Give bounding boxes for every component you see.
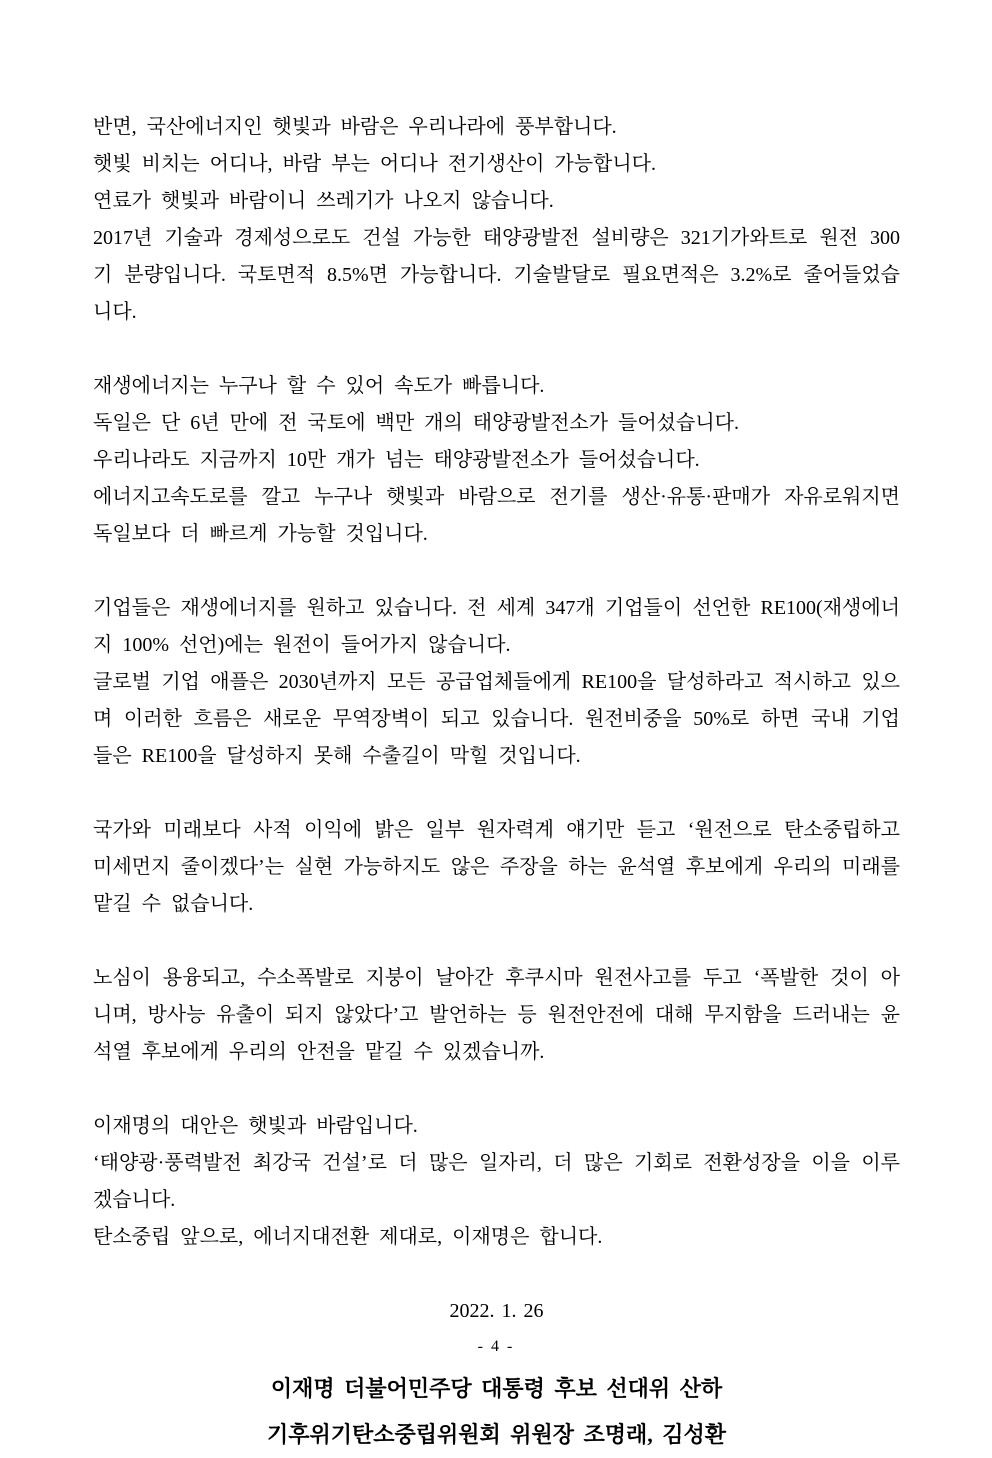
paragraph: 국가와 미래보다 사적 이익에 밝은 일부 원자력계 얘기만 듣고 ‘원전으로 탄소중립하고 미세먼지 줄이겠다’는 실현 가능하지도 않은 주장을 하는 윤석열 후보에게 우리의 미래를 맡길 수 없습니다. bbox=[93, 819, 900, 915]
paragraph: 2017년 기술과 경제성으로도 건설 가능한 태양광발전 설비량은 321기가와트로 원전 300기 분량입니다. 국토면적 8.5%면 가능합니다. 기술발달로 필요면적은 3.2%로 줄어들었습니다. bbox=[93, 227, 900, 323]
signature-line-committee-affiliation: 이재명 더불어민주당 대통령 후보 선대위 산하 bbox=[270, 1376, 723, 1401]
signature-block bbox=[93, 1366, 900, 1458]
signature-line-chairpersons: 기후위기탄소중립위원회 위원장 조명래, 김성환 bbox=[266, 1422, 727, 1447]
paragraph: 탄소중립 앞으로, 에너지대전환 제대로, 이재명은 합니다. bbox=[93, 1226, 603, 1248]
paragraph-group-renewable-abundance bbox=[93, 109, 900, 331]
paragraph-group-safety-criticism bbox=[93, 960, 900, 1071]
paragraph: 햇빛 비치는 어디나, 바람 부는 어디나 전기생산이 가능합니다. bbox=[93, 153, 656, 175]
paragraph: ‘태양광·풍력발전 최강국 건설’로 더 많은 일자리, 더 많은 기회로 전환성장을 이을 이루겠습니다. bbox=[93, 1152, 900, 1211]
paragraph: 우리나라도 지금까지 10만 개가 넘는 태양광발전소가 들어섰습니다. bbox=[93, 449, 700, 471]
paragraph-group-re100 bbox=[93, 590, 900, 775]
paragraph-group-alternative bbox=[93, 1108, 900, 1256]
paragraph: 재생에너지는 누구나 할 수 있어 속도가 빠릅니다. bbox=[93, 375, 545, 397]
paragraph-group-renewable-speed bbox=[93, 368, 900, 553]
paragraph: 이재명의 대안은 햇빛과 바람입니다. bbox=[93, 1115, 418, 1137]
paragraph: 에너지고속도로를 깔고 누구나 햇빛과 바람으로 전기를 생산·유통·판매가 자유로워지면 독일보다 더 빠르게 가능할 것입니다. bbox=[93, 486, 900, 545]
document-body bbox=[93, 109, 900, 1458]
page-number: - 4 - bbox=[477, 1338, 515, 1355]
paragraph-group-future-criticism bbox=[93, 812, 900, 923]
paragraph: 독일은 단 6년 만에 전 국토에 백만 개의 태양광발전소가 들어섰습니다. bbox=[93, 412, 739, 434]
date-line: 2022. 1. 26 bbox=[449, 1300, 544, 1322]
paragraph: 글로벌 기업 애플은 2030년까지 모든 공급업체들에게 RE100을 달성하라고 적시하고 있으며 이러한 흐름은 새로운 무역장벽이 되고 있습니다. 원전비중을 50%로 하면 국내 기업들은 RE100을 달성하지 못해 수출길이 막힐 것입니다. bbox=[93, 671, 900, 767]
paragraph: 기업들은 재생에너지를 원하고 있습니다. 전 세계 347개 기업들이 선언한 RE100(재생에너지 100% 선언)에는 원전이 들어가지 않습니다. bbox=[93, 597, 900, 656]
paragraph: 노심이 용융되고, 수소폭발로 지붕이 날아간 후쿠시마 원전사고를 두고 ‘폭발한 것이 아니며, 방사능 유출이 되지 않았다’고 발언하는 등 원전안전에 대해 무지함을 드러내는 윤석열 후보에게 우리의 안전을 맡길 수 있겠습니까. bbox=[93, 967, 900, 1063]
paragraph: 연료가 햇빛과 바람이니 쓰레기가 나오지 않습니다. bbox=[93, 190, 554, 212]
paragraph: 반면, 국산에너지인 햇빛과 바람은 우리나라에 풍부합니다. bbox=[93, 116, 617, 138]
